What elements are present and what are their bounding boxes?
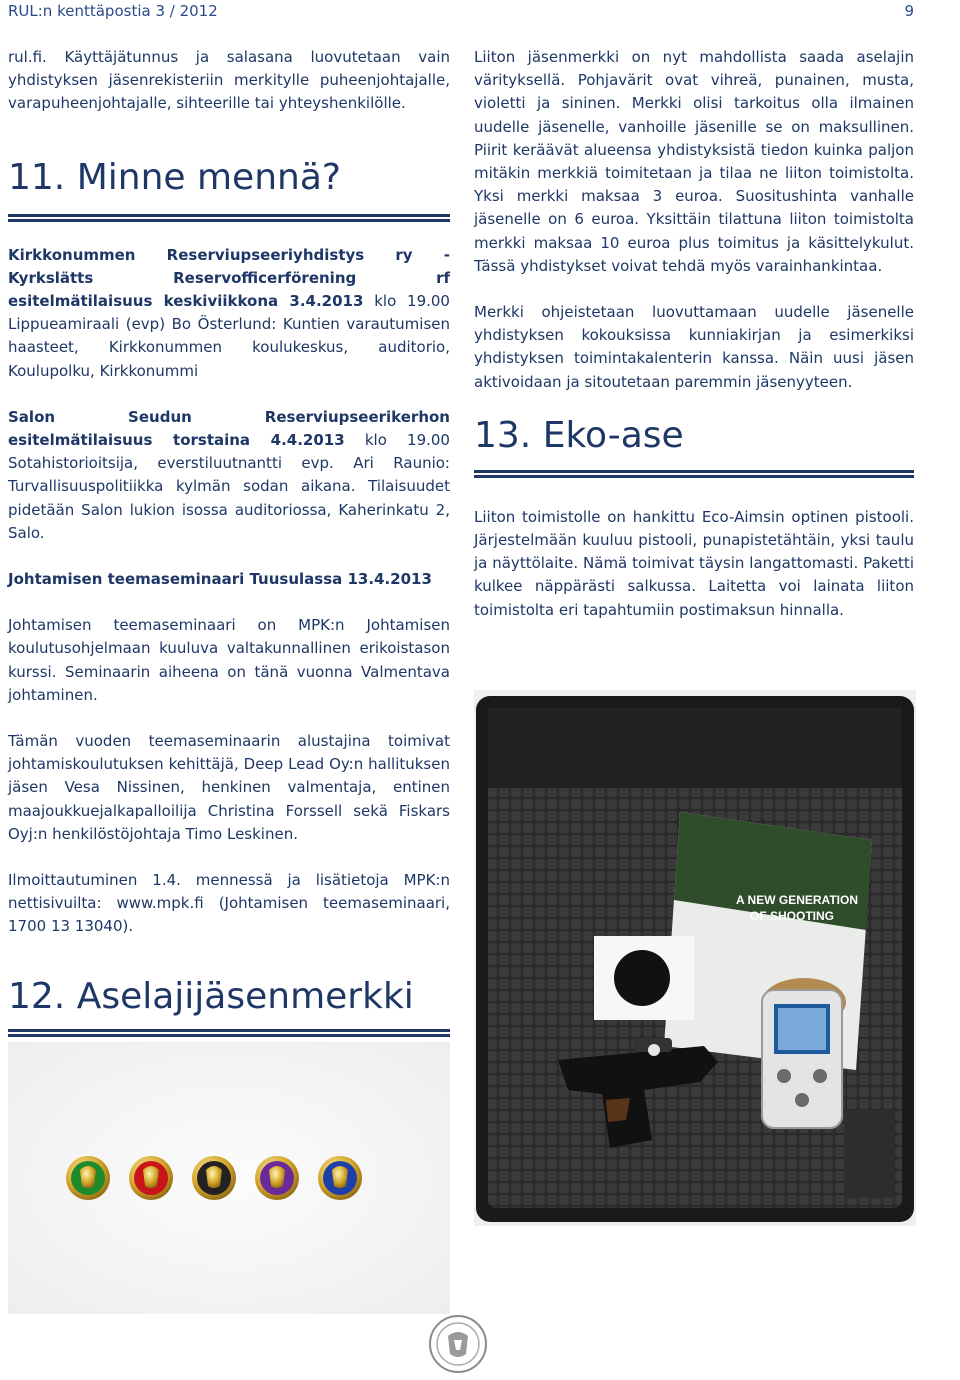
right-column [474,46,914,622]
running-header: RUL:n kenttäpostia 3 / 2012 [8,2,218,20]
booklet-title-line-2: OF SHOOTING [750,909,834,923]
event-2-title: Salon Seudun Reserviupseerikerhon esitelmätilaisuus torstaina 4.4.2013 [8,407,450,450]
seminar-heading: Johtamisen teemaseminaari Tuusulassa 13.4.2013 [8,570,432,589]
seminar-paragraph-2: Tämän vuoden teemaseminaarin alustajina toimivat johtamiskoulutuksen kehittäjä, Deep Lead Oy:n hallituksen jäsen Vesa Nissinen, henkinen valmentaja, entinen maajoukkuejalkapalloilija Christina Forssell sekä Fiskars Oyj:n henkilöstöjohtaja Timo Leskinen. [8,732,450,843]
seal-logo [428,1314,488,1374]
display-device [762,990,842,1128]
intro-paragraph: rul.fi. Käyttäjätunnus ja salasana luovutetaan vain yhdistyksen jäsenrekisteriin merkitylle puheenjohtajalle, varapuheenjohtajalle, sihteerille tai yhteyshenkilölle. [8,48,450,113]
event-2-details: klo 19.00 Sotahistorioitsija, everstiluutnantti evp. Ari Raunio: Turvallisuuspolitiikka kylmän sodan aikana. Tilaisuudet pidetään Salon lukion isossa auditoriossa, Kaherinkatu 2, Salo. [8,431,450,542]
section-13-heading: 13. Eko-ase [474,414,684,456]
left-column [8,46,450,1037]
section-11-heading: 11. Minne mennä? [8,156,341,198]
seal-logo-image [428,1314,488,1374]
event-1-details: klo 19.00 Lippueamiraali (evp) Bo Österlund: Kuntien varautumisen haasteet, Kirkkonummen koulukeskus, auditorio, Koulupolku, Kirkkonummi [8,292,450,380]
event-1 [8,244,450,383]
section-12-heading: 12. Aselajijäsenmerkki [8,975,414,1017]
badge-violet [255,1156,299,1200]
badge-green [66,1156,110,1200]
case-photo-image [474,690,916,1226]
heading-rule [474,470,914,478]
eco-aims-case-photo [474,690,916,1226]
booklet-title-line-1: A NEW GENERATION [736,893,858,907]
event-2 [8,406,450,545]
badge-paragraph-1: Liiton jäsenmerkki on nyt mahdollista saada aselajin värityksellä. Pohjavärit ovat vihreä, punainen, musta, violetti ja sininen. Merkki olisi tarkoitus olla ilmainen uudelle jäsenelle, vanhoille jäsenille se on maksullinen. Piirit keräävät alueensa yhdistyksistä tiedon kuinka paljon mitäkin merkkiä toimitetaan ja tilaa ne liiton toimistolta. Yksi merkki maksaa 3 euroa. Suositushinta vanhalle jäsenelle on 6 euroa. Yksittäin tilattuna liiton toimistolta merkki maksaa 10 euroa plus toimitus ja käsittelykulut. Tässä yhdistykset voivat tehdä myös varainhankintaa. [474,48,914,275]
page-number: 9 [904,2,914,20]
target-card [594,936,694,1020]
badges-photo-image [8,1042,450,1314]
seminar-paragraph-1: Johtamisen teemaseminaari on MPK:n Johtamisen koulutusohjelmaan kuuluva valtakunnallinen erikoistason kurssi. Seminaarin aiheena on tänä vuonna Valmentava johtaminen. [8,616,450,704]
heading-rule [8,214,450,222]
badges-photo [8,1042,450,1314]
badge-blue [318,1156,362,1200]
badge-black [192,1156,236,1200]
event-1-title: Kirkkonummen Reserviupseeriyhdistys ry - Kyrkslätts Reservofficerförening rf esitelmätilaisuus keskiviikkona 3.4.2013 [8,245,450,311]
eco-paragraph: Liiton toimistolle on hankittu Eco-Aimsin optinen pistooli. Järjestelmään kuuluu pistooli, punapistetähtäin, yksi taulu ja näyttölaite. Nämä toimivat täysin langattomasti. Paketti kulkee näppärästi salkussa. Laitetta voi lainata liiton toimistolta eri tapahtumiin postimaksun hinnalla. [474,507,914,619]
seminar-paragraph-3: Ilmoittautuminen 1.4. mennessä ja lisätietoja MPK:n nettisivuilta: www.mpk.fi (Johtamisen teemaseminaari, 1700 13 13040). [8,871,450,936]
badge-paragraph-2: Merkki ohjeistetaan luovuttamaan uudelle jäsenelle yhdistyksen kokouksissa kunniakirjan ja esimerkiksi yhdistyksen toimintakalenterin kanssa. Näin uusi jäsen aktivoidaan ja sitoutetaan paremmin jäsenyyteen. [474,303,914,391]
badge-red [129,1156,173,1200]
heading-rule [8,1029,450,1037]
